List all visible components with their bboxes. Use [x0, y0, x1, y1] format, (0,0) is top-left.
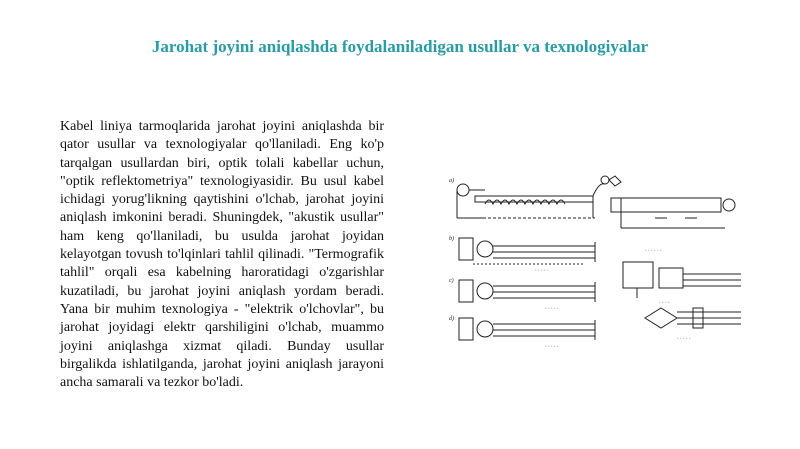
- svg-text:d): d): [449, 316, 454, 322]
- svg-text:· · · · · ·: · · · · · ·: [645, 248, 662, 254]
- svg-text:b): b): [449, 236, 454, 242]
- cable-fault-diagram-image: [445, 168, 745, 358]
- svg-text:· · · · ·: · · · · ·: [535, 268, 549, 274]
- circuit-diagram-drawing: [445, 168, 745, 358]
- svg-text:· · · · ·: · · · · ·: [545, 344, 559, 350]
- svg-text:· · · ·: · · · ·: [659, 300, 670, 306]
- body-paragraph: Kabel liniya tarmoqlarida jarohat joyini aniqlashda bir qator usullar va texnologiyalar qo'llaniladi. Eng ko'p tarqalgan usullardan biri, optik tolali kabellar uchun, "optik reflektometriya" texnologiyasidir. Bu usul kabel ichidagi yorug'likning qaytishini o'lchab, jarohat joyini aniqlash imkonini beradi. Shuningdek, "akustik usullar" ham keng qo'llaniladi, bu usulda jarohat joyidan kelayotgan tovush to'lqinlari tahlil qilinadi. "Termografik tahlil" orqali esa kabelning haroratidagi o'zgarishlar kuzatiladi, bu jarohat joyini aniqlash yordam beradi. Yana bir muhim texnologiya - "elektrik o'lchovlar", bu jarohat joyidagi elektr qarshiligini o'lchab, muammo joyini aniqlashga xizmat qiladi. Bunday usullar birgalikda ishlatilganda, jarohat joyini aniqlash jarayoni ancha samarali va tezkor bo'ladi.: [60, 119, 384, 391]
- svg-text:· · · · ·: · · · · ·: [545, 306, 559, 312]
- svg-text:· · · · ·: · · · · ·: [677, 336, 691, 342]
- svg-text:c): c): [449, 278, 454, 284]
- slide-title: Jarohat joyini aniqlashda foydalaniladigan usullar va texnologiyalar: [151, 37, 649, 56]
- svg-text:a): a): [449, 178, 454, 184]
